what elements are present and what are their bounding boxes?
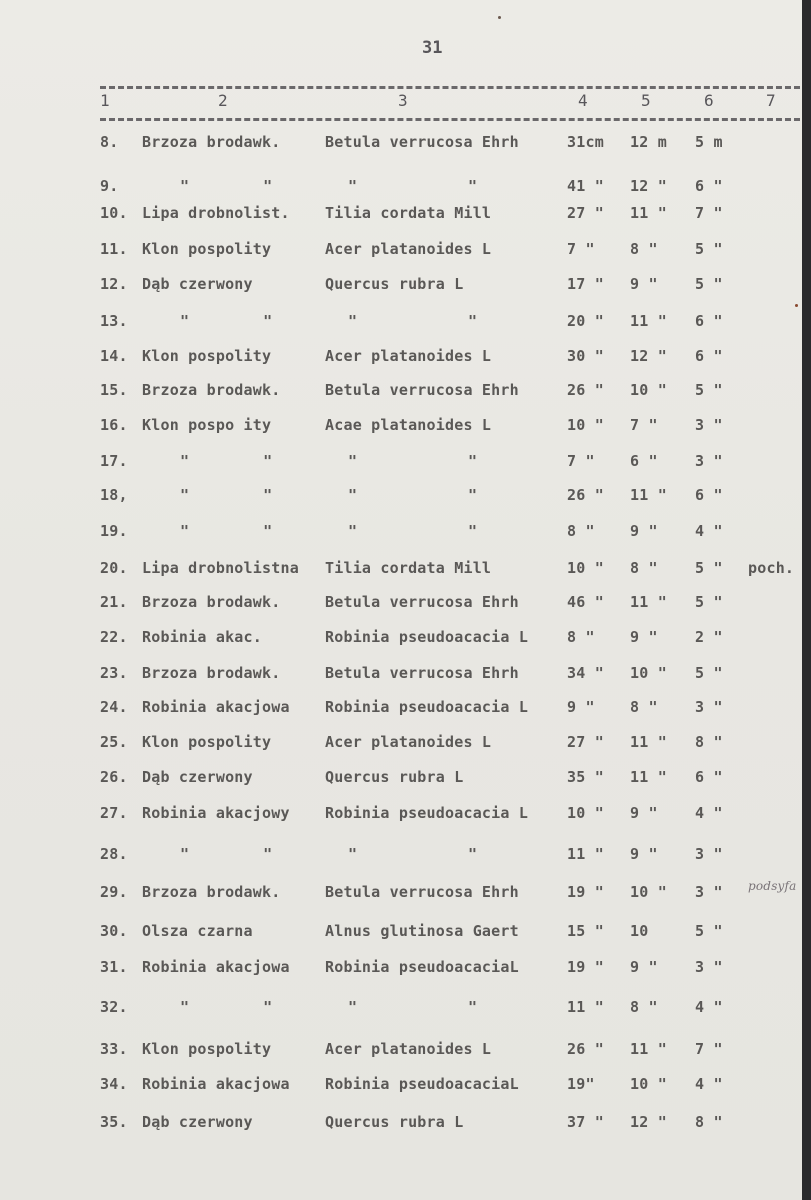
diameter: 35 " — [567, 768, 604, 786]
latin-name: Robinia pseudoacaciaL — [325, 1075, 519, 1093]
crown-width: 5 " — [695, 381, 723, 399]
height: 12 " — [630, 177, 667, 195]
diameter: 11 " — [567, 998, 604, 1016]
row-number: 15. — [100, 381, 128, 399]
latin-name: Betula verrucosa Ehrh — [325, 381, 519, 399]
page-number: 31 — [422, 38, 443, 58]
polish-name: " " — [180, 312, 273, 330]
polish-name: Dąb czerwony — [142, 1113, 253, 1131]
height: 11 " — [630, 486, 667, 504]
latin-name: Acer platanoides L — [325, 240, 492, 258]
polish-name: Klon pospolity — [142, 733, 272, 751]
crown-width: 5 " — [695, 922, 723, 940]
paper-speck — [795, 304, 798, 307]
latin-name: " " — [348, 522, 478, 540]
column-header-4: 4 — [578, 91, 588, 110]
polish-name: " " — [180, 452, 273, 470]
diameter: 19 " — [567, 958, 604, 976]
latin-name: Betula verrucosa Ehrh — [325, 593, 519, 611]
latin-name: Acer platanoides L — [325, 733, 492, 751]
row-number: 24. — [100, 698, 128, 716]
row-number: 35. — [100, 1113, 128, 1131]
diameter: 7 " — [567, 452, 595, 470]
height: 9 " — [630, 958, 658, 976]
crown-width: 5 " — [695, 240, 723, 258]
handwritten-note: podsyfa — [748, 879, 797, 893]
crown-width: 3 " — [695, 698, 723, 716]
height: 8 " — [630, 240, 658, 258]
height: 9 " — [630, 845, 658, 863]
height: 8 " — [630, 698, 658, 716]
latin-name: Tilia cordata Mill — [325, 559, 492, 577]
latin-name: Acae platanoides L — [325, 416, 492, 434]
paper-speck — [498, 16, 501, 19]
diameter: 15 " — [567, 922, 604, 940]
header-rule-bottom — [100, 118, 800, 121]
height: 9 " — [630, 804, 658, 822]
latin-name: Betula verrucosa Ehrh — [325, 883, 519, 901]
latin-name: Betula verrucosa Ehrh — [325, 133, 519, 151]
row-number: 34. — [100, 1075, 128, 1093]
diameter: 7 " — [567, 240, 595, 258]
crown-width: 5 m — [695, 133, 723, 151]
diameter: 11 " — [567, 845, 604, 863]
polish-name: Brzoza brodawk. — [142, 593, 281, 611]
height: 9 " — [630, 628, 658, 646]
crown-width: 5 " — [695, 275, 723, 293]
column-header-2: 2 — [218, 91, 228, 110]
crown-width: 4 " — [695, 804, 723, 822]
height: 10 " — [630, 664, 667, 682]
polish-name: Brzoza brodawk. — [142, 381, 281, 399]
column-header-3: 3 — [398, 91, 408, 110]
crown-width: 5 " — [695, 559, 723, 577]
row-number: 29. — [100, 883, 128, 901]
crown-width: 2 " — [695, 628, 723, 646]
diameter: 37 " — [567, 1113, 604, 1131]
latin-name: " " — [348, 486, 478, 504]
row-number: 16. — [100, 416, 128, 434]
polish-name: " " — [180, 177, 273, 195]
height: 12 " — [630, 1113, 667, 1131]
crown-width: 7 " — [695, 204, 723, 222]
column-header-5: 5 — [641, 91, 651, 110]
crown-width: 3 " — [695, 416, 723, 434]
diameter: 27 " — [567, 733, 604, 751]
polish-name: Dąb czerwony — [142, 275, 253, 293]
height: 10 " — [630, 1075, 667, 1093]
latin-name: Quercus rubra L — [325, 275, 464, 293]
column-header-1: 1 — [100, 91, 110, 110]
polish-name: Klon pospo ity — [142, 416, 272, 434]
scan-edge — [802, 0, 811, 1200]
polish-name: Robinia akacjowa — [142, 698, 290, 716]
crown-width: 6 " — [695, 486, 723, 504]
crown-width: 3 " — [695, 845, 723, 863]
diameter: 26 " — [567, 1040, 604, 1058]
height: 11 " — [630, 204, 667, 222]
polish-name: Robinia akac. — [142, 628, 262, 646]
latin-name: " " — [348, 312, 478, 330]
diameter: 8 " — [567, 628, 595, 646]
row-number: 19. — [100, 522, 128, 540]
latin-name: Acer platanoides L — [325, 1040, 492, 1058]
row-number: 26. — [100, 768, 128, 786]
polish-name: Lipa drobnolist. — [142, 204, 290, 222]
height: 12 " — [630, 347, 667, 365]
diameter: 8 " — [567, 522, 595, 540]
latin-name: Quercus rubra L — [325, 1113, 464, 1131]
diameter: 10 " — [567, 804, 604, 822]
row-number: 13. — [100, 312, 128, 330]
row-number: 18, — [100, 486, 128, 504]
crown-width: 6 " — [695, 177, 723, 195]
crown-width: 6 " — [695, 768, 723, 786]
latin-name: Robinia pseudoacaciaL — [325, 958, 519, 976]
polish-name: Robinia akacjowy — [142, 804, 290, 822]
diameter: 26 " — [567, 486, 604, 504]
crown-width: 4 " — [695, 1075, 723, 1093]
diameter: 10 " — [567, 559, 604, 577]
polish-name: Klon pospolity — [142, 347, 272, 365]
height: 12 m — [630, 133, 667, 151]
height: 11 " — [630, 312, 667, 330]
height: 8 " — [630, 559, 658, 577]
row-number: 21. — [100, 593, 128, 611]
height: 10 " — [630, 883, 667, 901]
crown-width: 6 " — [695, 312, 723, 330]
polish-name: Dąb czerwony — [142, 768, 253, 786]
polish-name: " " — [180, 486, 273, 504]
crown-width: 4 " — [695, 998, 723, 1016]
diameter: 30 " — [567, 347, 604, 365]
latin-name: Alnus glutinosa Gaert — [325, 922, 519, 940]
column-header-7: 7 — [766, 91, 776, 110]
height: 10 — [630, 922, 649, 940]
row-number: 30. — [100, 922, 128, 940]
polish-name: Olsza czarna — [142, 922, 253, 940]
polish-name: Brzoza brodawk. — [142, 883, 281, 901]
row-number: 28. — [100, 845, 128, 863]
latin-name: Robinia pseudoacacia L — [325, 628, 529, 646]
latin-name: Quercus rubra L — [325, 768, 464, 786]
latin-name: Robinia pseudoacacia L — [325, 698, 529, 716]
latin-name: " " — [348, 452, 478, 470]
polish-name: " " — [180, 845, 273, 863]
crown-width: 6 " — [695, 347, 723, 365]
row-number: 8. — [100, 133, 119, 151]
diameter: 10 " — [567, 416, 604, 434]
height: 7 " — [630, 416, 658, 434]
height: 11 " — [630, 768, 667, 786]
polish-name: Robinia akacjowa — [142, 958, 290, 976]
polish-name: Klon pospolity — [142, 240, 272, 258]
row-number: 33. — [100, 1040, 128, 1058]
row-number: 11. — [100, 240, 128, 258]
column-header-6: 6 — [704, 91, 714, 110]
polish-name: " " — [180, 522, 273, 540]
height: 6 " — [630, 452, 658, 470]
diameter: 26 " — [567, 381, 604, 399]
row-number: 31. — [100, 958, 128, 976]
diameter: 31cm — [567, 133, 604, 151]
height: 11 " — [630, 1040, 667, 1058]
row-number: 12. — [100, 275, 128, 293]
diameter: 46 " — [567, 593, 604, 611]
polish-name: Klon pospolity — [142, 1040, 272, 1058]
polish-name: Brzoza brodawk. — [142, 133, 281, 151]
crown-width: 4 " — [695, 522, 723, 540]
height: 9 " — [630, 275, 658, 293]
latin-name: Tilia cordata Mill — [325, 204, 492, 222]
row-number: 14. — [100, 347, 128, 365]
height: 10 " — [630, 381, 667, 399]
latin-name: " " — [348, 177, 478, 195]
row-number: 22. — [100, 628, 128, 646]
diameter: 19 " — [567, 883, 604, 901]
polish-name: Robinia akacjowa — [142, 1075, 290, 1093]
latin-name: Acer platanoides L — [325, 347, 492, 365]
crown-width: 5 " — [695, 593, 723, 611]
polish-name: " " — [180, 998, 273, 1016]
diameter: 20 " — [567, 312, 604, 330]
diameter: 41 " — [567, 177, 604, 195]
crown-width: 8 " — [695, 733, 723, 751]
crown-width: 3 " — [695, 883, 723, 901]
row-number: 25. — [100, 733, 128, 751]
row-number: 10. — [100, 204, 128, 222]
diameter: 9 " — [567, 698, 595, 716]
latin-name: Robinia pseudoacacia L — [325, 804, 529, 822]
crown-width: 8 " — [695, 1113, 723, 1131]
height: 8 " — [630, 998, 658, 1016]
height: 9 " — [630, 522, 658, 540]
diameter: 17 " — [567, 275, 604, 293]
latin-name: Betula verrucosa Ehrh — [325, 664, 519, 682]
row-number: 27. — [100, 804, 128, 822]
crown-width: 3 " — [695, 452, 723, 470]
crown-width: 7 " — [695, 1040, 723, 1058]
diameter: 19" — [567, 1075, 595, 1093]
crown-width: 3 " — [695, 958, 723, 976]
latin-name: " " — [348, 845, 478, 863]
latin-name: " " — [348, 998, 478, 1016]
polish-name: Lipa drobnolistna — [142, 559, 299, 577]
height: 11 " — [630, 733, 667, 751]
height: 11 " — [630, 593, 667, 611]
row-number: 20. — [100, 559, 128, 577]
polish-name: Brzoza brodawk. — [142, 664, 281, 682]
crown-width: 5 " — [695, 664, 723, 682]
header-rule-top — [100, 86, 800, 89]
diameter: 27 " — [567, 204, 604, 222]
diameter: 34 " — [567, 664, 604, 682]
remark: poch. — [748, 559, 795, 577]
row-number: 17. — [100, 452, 128, 470]
row-number: 23. — [100, 664, 128, 682]
row-number: 9. — [100, 177, 119, 195]
row-number: 32. — [100, 998, 128, 1016]
